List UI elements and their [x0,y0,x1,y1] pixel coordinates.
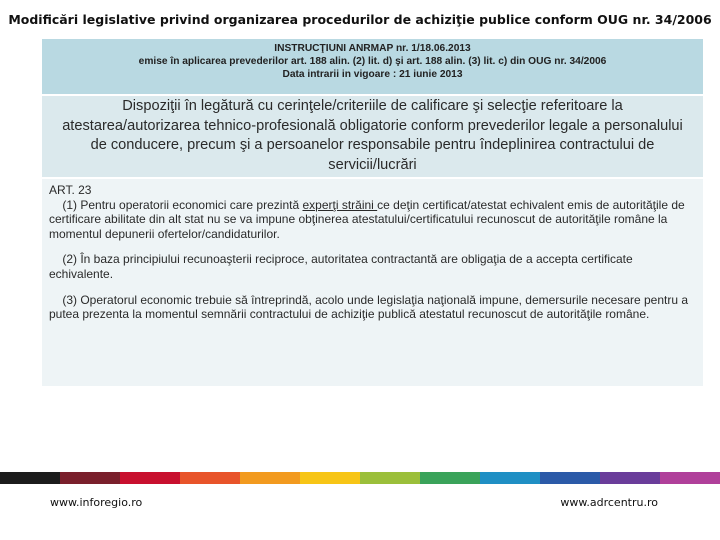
stripe-segment [300,472,360,484]
article-paragraph-2 [49,252,695,281]
footer-link-inforegio[interactable]: www.inforegio.ro [50,496,143,509]
stripe-segment [420,472,480,484]
p3-text: (3) Operatorul economic trebuie să întreprindă, acolo unde legislaţia naţională impune, demersurile necesare pentru a putea prezenta la momentul semnării contractului de achiziţie publică atestatul recunoscut de autorităţile române. [49,292,689,322]
stripe-segment [540,472,600,484]
p2-text: (2) În baza principiului recunoaşterii reciproce, autoritatea contractantă are obligaţia de a accepta certificate echivalente. [49,252,633,281]
article-paragraph-1 [49,198,695,242]
p1-text-before: (1) Pentru operatorii economici care prezintă [62,197,303,212]
instruction-reference: emise în aplicarea prevederilor art. 188 alin. (2) lit. d) şi art. 188 alin. (3) lit. c) din OUG nr. 34/2006 [138,56,607,67]
stripe-segment [120,472,180,484]
footer-link-adrcentru[interactable]: www.adrcentru.ro [560,496,658,509]
article-title: ART. 23 [49,183,92,197]
p1-text-after: ce deţin certificat/atestat echivalent emis de autorităţile de certificare abilitate din alt stat nu se va impune obţinerea atestatului/certificatului recunoscut de autorităţile române la momentul depunerii ofertelor/candidaturilor. [49,197,685,241]
p1-underlined-text: experţi străini [302,197,378,212]
stripe-segment [0,472,60,484]
instruction-header [42,39,703,94]
page-title: Modificări legislative privind organizarea procedurilor de achiziţie publice conform OUG nr. 34/2006 [8,12,712,27]
subject-heading: Dispoziţii în legătură cu cerinţele/criteriile de calificare şi selecţie referitoare la atestarea/autorizarea tehnico-profesională obligatorie conform prevederilor legale a personalului de conducere, precum şi a persoanelor responsabile pentru îndeplinirea contractului de servicii/lucrări [42,96,703,177]
article-paragraph-3 [49,293,695,322]
stripe-segment [240,472,300,484]
stripe-segment [660,472,720,484]
color-stripe [0,472,720,484]
stripe-segment [480,472,540,484]
stripe-segment [600,472,660,484]
stripe-segment [60,472,120,484]
stripe-segment [360,472,420,484]
article-body [42,179,703,386]
instruction-effective-date: Data intrarii in vigoare : 21 iunie 2013 [282,69,463,80]
instruction-title: INSTRUCŢIUNI ANRMAP nr. 1/18.06.2013 [274,43,471,54]
stripe-segment [180,472,240,484]
